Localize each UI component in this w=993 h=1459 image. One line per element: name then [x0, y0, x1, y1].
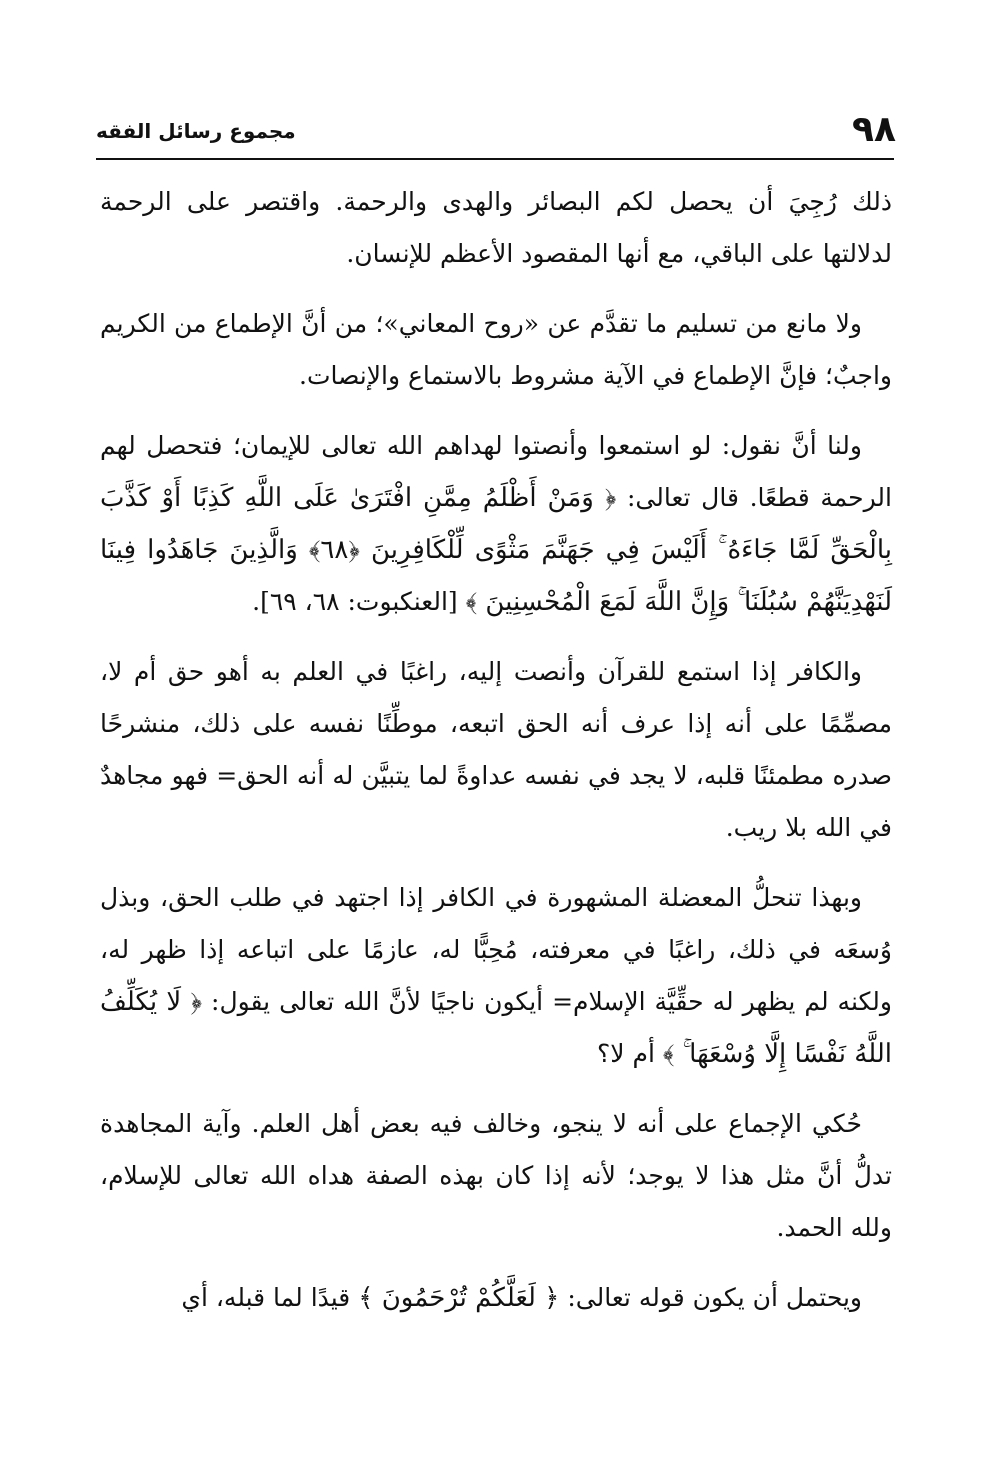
paragraph-text: ويحتمل أن يكون قوله تعالى: — [559, 1283, 862, 1312]
page-number: ٩٨ — [852, 109, 896, 150]
paragraph — [100, 420, 892, 628]
quran-verse: ﴿ لَا يُكَلِّفُ اللَّهُ نَفْسًا إِلَّا وُسْعَهَا ۚ ﴾ — [100, 987, 892, 1069]
paragraph-text: والكافر إذا استمع للقرآن وأنصت إليه، راغبًا في العلم به أهو حق أم لا، مصمِّمًا على أنه إذا عرف أنه الحق اتبعه، موطِّنًا نفسه على ذلك، منشرحًا صدره مطمئنًا قلبه، لا يجد في نفسه عداوةً لما يتبيَّن له أنه الحق= فهو مجاهدٌ في الله بلا ريب. — [100, 657, 892, 842]
paragraph — [100, 176, 892, 280]
header-divider — [96, 158, 894, 160]
paragraph-text: ذلك رُجِيَ أن يحصل لكم البصائر والهدى والرحمة. واقتصر على الرحمة لدلالتها على الباقي، مع أنها المقصود الأعظم للإنسان. — [100, 187, 892, 268]
paragraph-text: ولا مانع من تسليم ما تقدَّم عن «روح المعاني»؛ من أنَّ الإطماع من الكريم واجبٌ؛ فإنَّ الإطماع في الآية مشروط بالاستماع والإنصات. — [100, 309, 892, 390]
paragraph-text: حُكي الإجماع على أنه لا ينجو، وخالف فيه بعض أهل العلم. وآية المجاهدة تدلُّ أنَّ مثل هذا لا يوجد؛ لأنه إذا كان بهذه الصفة هداه الله تعالى للإسلام، ولله الحمد. — [100, 1109, 892, 1242]
paragraph — [100, 646, 892, 854]
paragraph — [100, 1272, 892, 1324]
paragraph-text: ولنا أنَّ نقول: لو استمعوا وأنصتوا لهداهم الله تعالى للإيمان؛ فتحصل لهم الرحمة قطعًا. قال تعالى: — [100, 431, 892, 512]
paragraph-text: [العنكبوت: ٦٨، ٦٩]. — [252, 587, 466, 616]
page-header — [96, 108, 896, 152]
quran-verse: ﴿ وَمَنْ أَظْلَمُ مِمَّنِ افْتَرَىٰ عَلَى اللَّهِ كَذِبًا أَوْ كَذَّبَ بِالْحَقِّ لَمَّا جَاءَهُ ۚ أَلَيْسَ فِي جَهَنَّمَ مَثْوًى لِّلْكَافِرِينَ ﴿٦٨﴾ وَالَّذِينَ جَاهَدُوا فِينَا لَنَهْدِيَنَّهُمْ سُبُلَنَا ۚ وَإِنَّ اللَّهَ لَمَعَ الْمُحْسِنِينَ ﴾ — [100, 483, 892, 617]
body-text — [100, 176, 892, 1342]
paragraph — [100, 298, 892, 402]
running-title: مجموع رسائل الفقه — [96, 119, 296, 143]
paragraph — [100, 1098, 892, 1254]
paragraph — [100, 872, 892, 1080]
quran-verse: ﴿ لَعَلَّكُمْ تُرْحَمُونَ ﴾ — [358, 1283, 560, 1313]
paragraph-text: أم لا؟ — [597, 1039, 663, 1068]
paragraph-text: قيدًا لما قبله، أي — [181, 1283, 359, 1312]
paragraph-text: وبهذا تنحلُّ المعضلة المشهورة في الكافر إذا اجتهد في طلب الحق، وبذل وُسعَه في ذلك، راغبًا في معرفته، مُحِبًّا له، عازمًا على اتباعه إذا ظهر له، ولكنه لم يظهر له حقِّيَّة الإسلام= أيكون ناجيًا لأنَّ الله تعالى يقول: — [100, 883, 892, 1016]
